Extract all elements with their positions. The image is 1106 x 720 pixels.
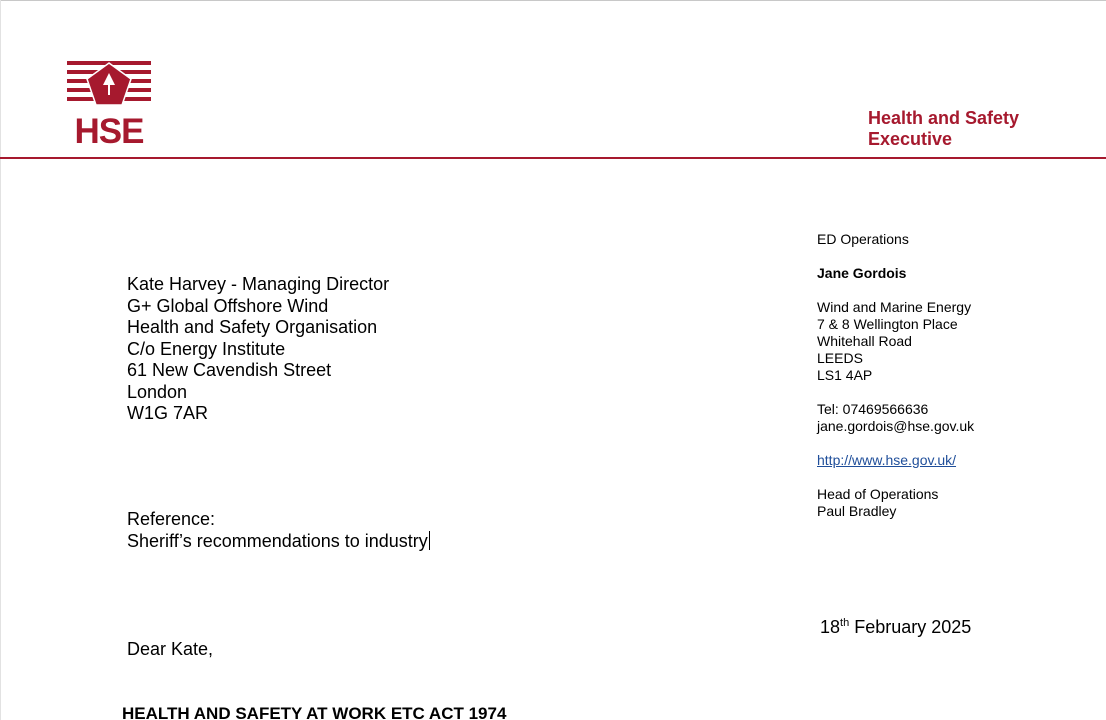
recipient-address [127,274,389,425]
sender-email: jane.gordois@hse.gov.uk [817,418,975,434]
date-ordinal-suffix: th [840,617,850,629]
page-top-border [0,0,1106,1]
sender-name: Jane Gordois [817,265,907,281]
header-divider [0,157,1106,159]
page-left-border [0,0,1,720]
reference-text-line[interactable] [127,531,430,553]
recipient-line: 61 New Cavendish Street [127,360,332,380]
org-name-line-1: Health and Safety [868,108,1020,128]
letter-date [820,617,971,638]
text-cursor [429,531,430,550]
recipient-line: W1G 7AR [127,403,209,423]
sender-department: ED Operations [817,231,909,247]
logo-text: HSE [74,112,144,145]
head-of-operations-name: Paul Bradley [817,503,897,519]
reference-text: Sheriff’s recommendations to industry [127,530,428,551]
sender-address-line: 7 & 8 Wellington Place [817,316,958,332]
recipient-line: Health and Safety Organisation [127,317,378,337]
website-link[interactable]: http://www.hse.gov.uk/ [817,452,957,468]
recipient-line: C/o Energy Institute [127,338,286,359]
reference-label: Reference: [127,509,216,529]
recipient-line: Kate Harvey - Managing Director [127,274,390,294]
date-month-year: February 2025 [849,617,972,637]
sender-details [817,231,974,520]
letter-subject: HEALTH AND SAFETY AT WORK ETC ACT 1974 [122,704,507,720]
sender-address-line: Wind and Marine Energy [817,299,972,315]
org-name-line-2: Executive [868,129,953,149]
date-day: 18 [820,617,841,637]
head-of-operations-title: Head of Operations [817,486,939,502]
hse-logo [67,61,151,145]
recipient-line: G+ Global Offshore Wind [127,295,329,316]
sender-address-line: Whitehall Road [817,333,912,349]
sender-address-line: LEEDS [817,350,863,366]
sender-telephone: Tel: 07469566636 [817,401,929,417]
salutation: Dear Kate, [127,639,214,659]
reference-block [127,509,430,552]
organisation-name [868,108,1019,150]
recipient-line: London [127,381,188,402]
sender-address-line: LS1 4AP [817,367,873,383]
